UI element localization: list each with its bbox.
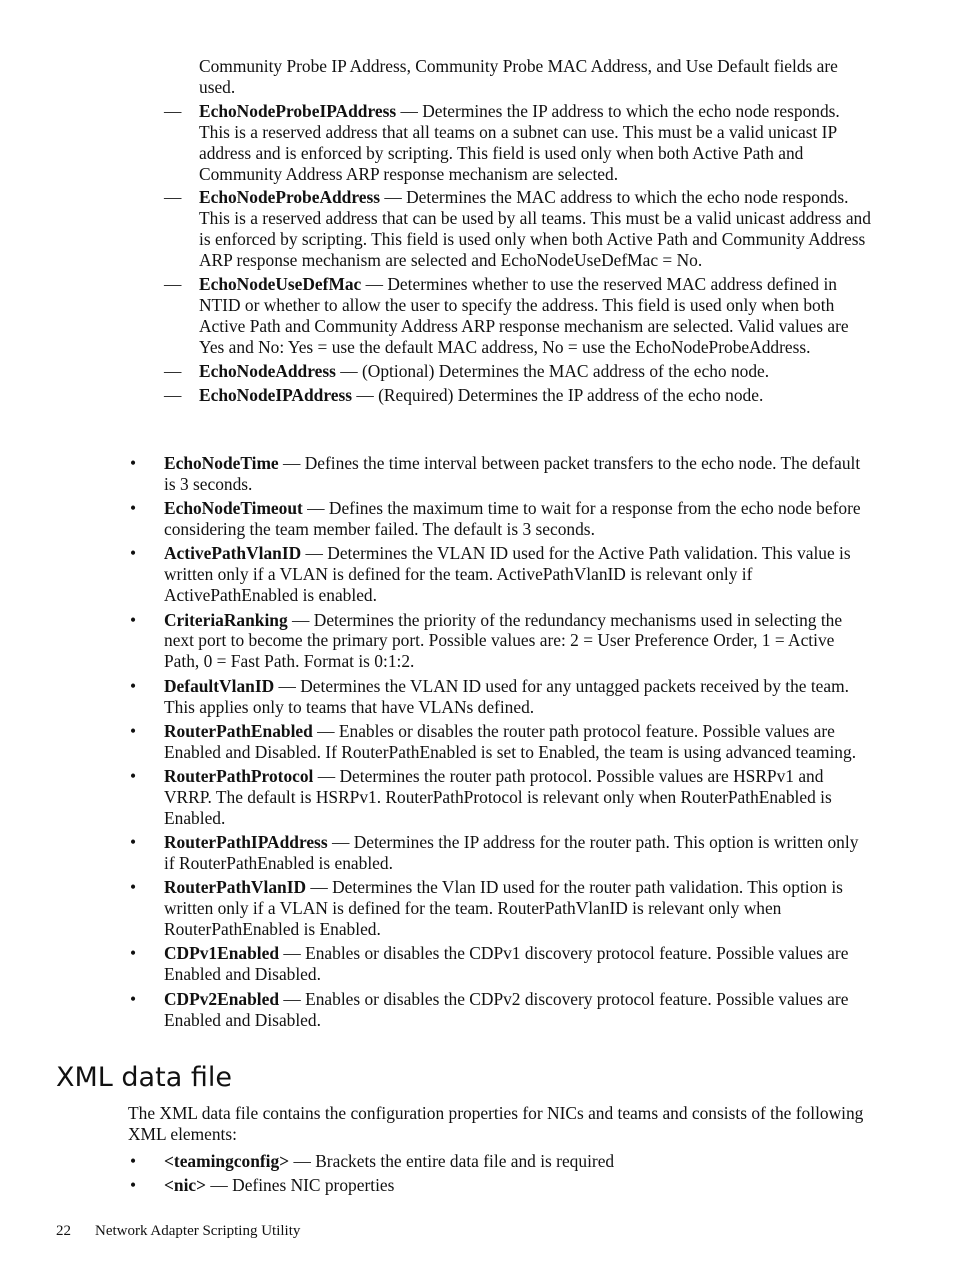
- bullet-marker: •: [130, 675, 137, 696]
- description: — Determines the Vlan ID used for the router path validation. This option is written only if a VLAN is defined for the team. RouterPathVlanID is relevant only when RouterPathEnabled is Enabled.: [164, 877, 843, 940]
- footer-title: Network Adapter Scripting Utility: [95, 1223, 301, 1239]
- bullet-list-item: [128, 721, 872, 763]
- description: — Determines the router path protocol. Possible values are HSRPv1 and VRRP. The default is HSRPv1. RouterPathProtocol is relevant only when RouterPathEnabled is Enabled.: [164, 766, 832, 828]
- page-footer: [56, 1221, 300, 1241]
- bullet-marker: •: [130, 832, 137, 853]
- description: — Determines whether to use the reserved MAC address defined in NTID or whether to allow the user to specify the address. This field is used only when both Active Path and Community Address ARP response mechanism are selected. Valid values are Yes and No: Yes = use the default MAC address, No = use the EchoNodeProbeAddress.: [199, 274, 849, 357]
- dash-marker: —: [164, 187, 182, 208]
- bullet-list-item: [128, 1151, 872, 1172]
- xml-element-list: [128, 1151, 872, 1200]
- dash-marker: —: [164, 100, 182, 121]
- bullet-list-item: [128, 1175, 872, 1196]
- bullet-list-item: [128, 498, 872, 540]
- bullet-marker: •: [130, 1175, 137, 1196]
- description: — Defines the maximum time to wait for a response from the echo node before considering the team member failed. The default is 3 seconds.: [164, 498, 861, 540]
- bullet-list-item: [128, 766, 872, 829]
- bullet-marker: •: [130, 453, 137, 473]
- sub-list-item: [164, 187, 872, 271]
- bullet-marker: •: [130, 766, 137, 787]
- term: CriteriaRanking: [164, 609, 288, 630]
- section-intro-paragraph: The XML data file contains the configuration properties for NICs and teams and consists of the following XML elements:: [128, 1103, 864, 1144]
- bullet-marker: •: [130, 877, 137, 898]
- term: RouterPathIPAddress: [164, 832, 328, 853]
- description: — Determines the priority of the redundancy mechanisms used in selecting the next port to become the primary port. Possible values are: 2 = User Preference Order, 1 = Active Path, 0 = Fast Path. Format is 0:1:2.: [164, 609, 843, 672]
- property-bullet-list: [128, 453, 872, 1034]
- description: — (Required) Determines the IP address of the echo node.: [352, 384, 764, 405]
- description: — Determines the MAC address to which the echo node responds. This is a reserved address that can be used by all teams. This must be a valid unicast address and is enforced by scripting. This field is used only when both Active Path and Community Address ARP response mechanism are selected and EchoNodeUseDefMac = No.: [199, 187, 871, 271]
- description: — Determines the VLAN ID used for the Active Path validation. This value is written only if a VLAN is defined for the team. ActivePathVlanID is relevant only if ActivePathEnabled is enabled.: [164, 543, 851, 606]
- description: — Enables or disables the CDPv2 discovery protocol feature. Possible values are Enabled and Disabled.: [164, 988, 849, 1030]
- term: ActivePathVlanID: [164, 543, 302, 564]
- bullet-list-item: [128, 943, 872, 985]
- sub-list-item: [164, 385, 872, 406]
- term: EchoNodeUseDefMac: [199, 274, 362, 295]
- term: RouterPathProtocol: [164, 766, 314, 787]
- sub-list-item: [164, 56, 872, 98]
- description: — (Optional) Determines the MAC address of the echo node.: [335, 360, 770, 381]
- term: EchoNodeProbeIPAddress: [199, 100, 397, 121]
- description: — Determines the IP address for the router path. This option is written only if RouterPathEnabled is enabled.: [164, 832, 859, 874]
- bullet-list-item: [128, 543, 872, 606]
- echo-node-sub-list: [164, 56, 872, 409]
- term: RouterPathVlanID: [164, 877, 307, 898]
- bullet-marker: •: [130, 543, 137, 564]
- bullet-list-item: [128, 453, 872, 495]
- sub-list-item: [164, 101, 872, 185]
- bullet-marker: •: [130, 498, 137, 519]
- term: CDPv1Enabled: [164, 943, 279, 964]
- bullet-list-item: [128, 832, 872, 874]
- term: RouterPathEnabled: [164, 720, 313, 741]
- bullet-list-item: [128, 676, 872, 718]
- bullet-marker: •: [130, 988, 137, 1009]
- bullet-marker: •: [130, 1151, 137, 1171]
- description: Community Probe IP Address, Community Probe MAC Address, and Use Default fields are used.: [199, 56, 838, 97]
- bullet-list-item: [128, 610, 872, 673]
- dash-marker: —: [164, 360, 182, 381]
- term: CDPv2Enabled: [164, 988, 279, 1009]
- section-heading: XML data file: [56, 1062, 232, 1093]
- term: EchoNodeProbeAddress: [199, 187, 381, 208]
- bullet-marker: •: [130, 943, 137, 964]
- dash-marker: —: [164, 384, 182, 405]
- sub-list-item: [164, 274, 872, 358]
- term: EchoNodeAddress: [199, 360, 336, 381]
- dash-marker: —: [164, 274, 182, 295]
- description: — Enables or disables the CDPv1 discovery protocol feature. Possible values are Enabled and Disabled.: [164, 943, 849, 985]
- description: — Enables or disables the router path protocol feature. Possible values are Enabled and Disabled. If RouterPathEnabled is set to Enabled, the team is using advanced teaming.: [164, 720, 857, 762]
- bullet-list-item: [128, 989, 872, 1031]
- description: — Determines the IP address to which the echo node responds. This is a reserved address that all teams on a subnet can use. This must be a valid unicast IP address and is enforced by scripting. This field is used only when both Active Path and Community Address ARP response mechanism are selected.: [199, 100, 840, 184]
- description: — Defines NIC properties: [206, 1175, 395, 1196]
- bullet-list-item: [128, 877, 872, 940]
- term: <nic>: [164, 1175, 207, 1196]
- term: EchoNodeIPAddress: [199, 384, 352, 405]
- sub-list-item: [164, 361, 872, 382]
- term: EchoNodeTime: [164, 453, 279, 473]
- term: <teamingconfig>: [164, 1151, 290, 1171]
- term: DefaultVlanID: [164, 675, 275, 696]
- term: EchoNodeTimeout: [164, 498, 303, 519]
- description: — Defines the time interval between packet transfers to the echo node. The default is 3 seconds.: [164, 453, 861, 494]
- page-number: 22: [56, 1223, 71, 1239]
- description: — Brackets the entire data file and is required: [289, 1151, 615, 1171]
- description: — Determines the VLAN ID used for any untagged packets received by the team. This applies only to teams that have VLANs defined.: [164, 675, 849, 717]
- bullet-marker: •: [130, 720, 137, 741]
- bullet-marker: •: [130, 609, 137, 630]
